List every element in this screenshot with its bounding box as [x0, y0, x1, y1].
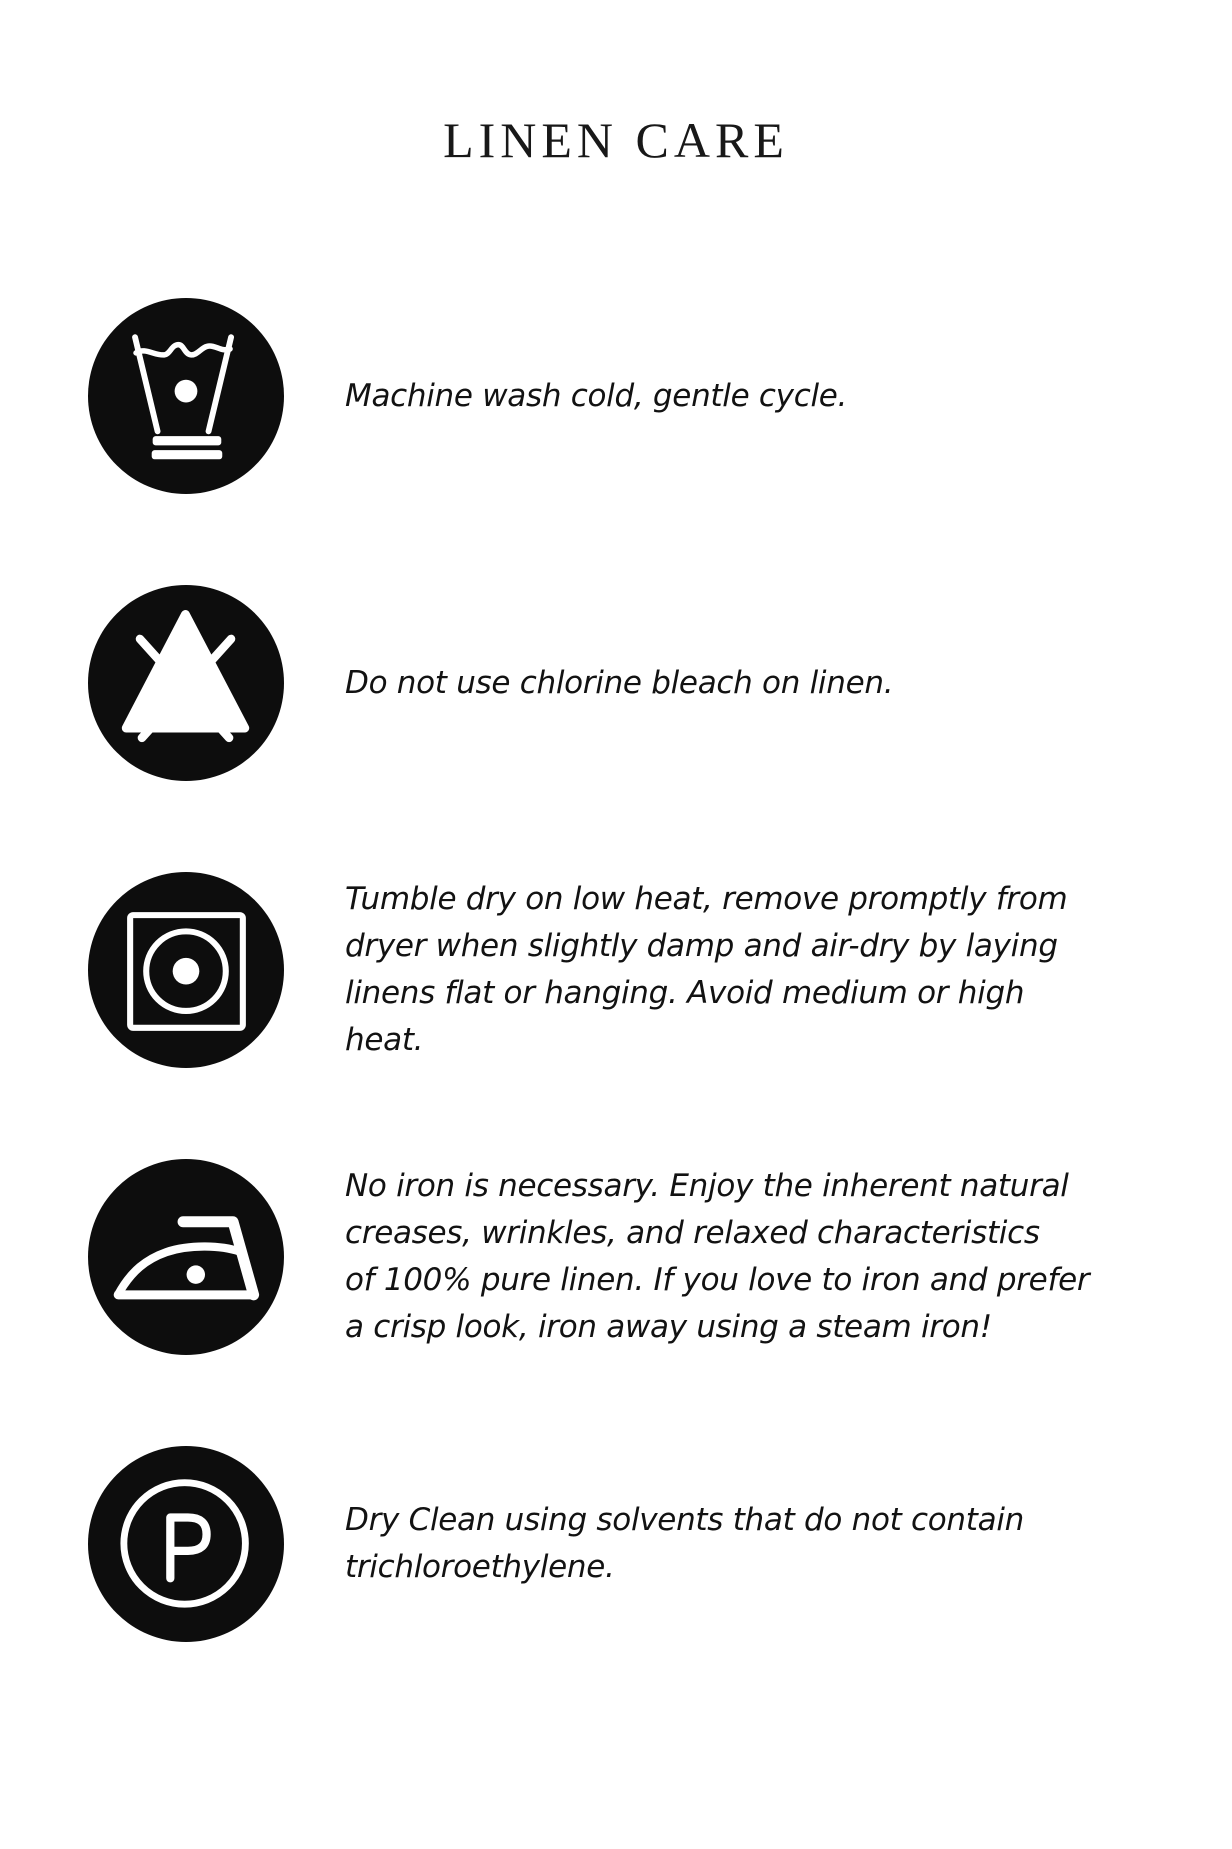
instruction-line: trichloroethylene.: [345, 1549, 615, 1585]
machine-wash-gentle-icon: [88, 298, 284, 494]
do-not-bleach-icon: [88, 585, 284, 781]
instruction-line: a crisp look, iron away using a steam iron!: [345, 1309, 992, 1345]
instruction-line: dryer when slightly damp and air-dry by laying: [345, 928, 1058, 964]
instruction-line: of 100% pure linen. If you love to iron and prefer: [345, 1262, 1090, 1298]
care-instruction-bleach: [345, 660, 893, 707]
instruction-line: Machine wash cold, gentle cycle.: [345, 377, 848, 414]
care-row-wash: [88, 298, 1192, 494]
care-row-dry-clean: [88, 1446, 1192, 1642]
care-instructions-list: [0, 298, 1232, 1642]
care-instruction-tumble-dry: [345, 876, 1067, 1064]
care-row-tumble-dry: [88, 872, 1192, 1068]
instruction-line: linens flat or hanging. Avoid medium or high: [345, 975, 1025, 1011]
care-row-bleach: [88, 585, 1192, 781]
instruction-line: Tumble dry on low heat, remove promptly from: [345, 881, 1068, 917]
care-instruction-dry-clean: [345, 1497, 1024, 1591]
care-instruction-iron: [345, 1163, 1089, 1351]
instruction-line: No iron is necessary. Enjoy the inherent natural: [345, 1168, 1069, 1204]
tumble-dry-low-icon: [88, 872, 284, 1068]
instruction-line: Do not use chlorine bleach on linen.: [345, 664, 894, 701]
care-instruction-wash: [345, 373, 847, 420]
instruction-line: creases, wrinkles, and relaxed characteristics: [345, 1215, 1040, 1251]
page-title: LINEN CARE: [443, 112, 789, 168]
instruction-line: Dry Clean using solvents that do not contain: [345, 1502, 1024, 1538]
iron-icon: [88, 1159, 284, 1355]
instruction-line: heat.: [345, 1022, 424, 1058]
dry-clean-p-icon: [88, 1446, 284, 1642]
care-row-iron: [88, 1159, 1192, 1355]
